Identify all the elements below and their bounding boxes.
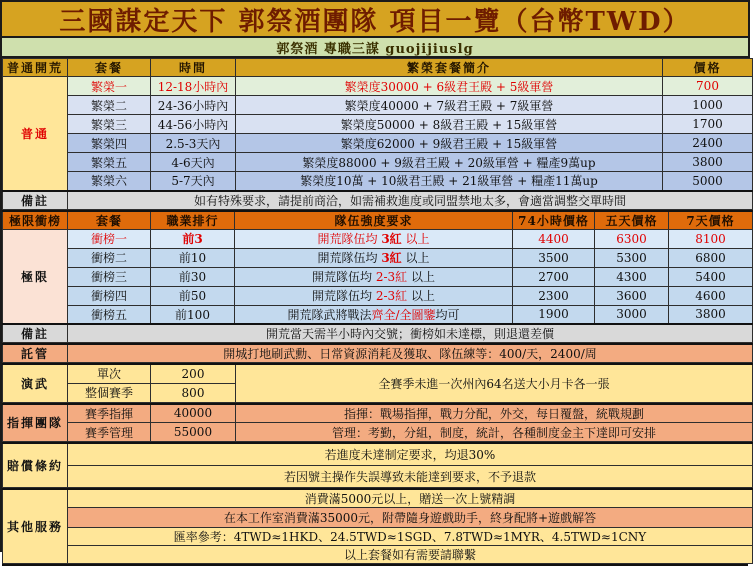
other-line: 匯率參考：4TWD≈1HKD、24.5TWD≈1SGD、7.8TWD≈1MYR、4.5TWD≈1CNY bbox=[68, 527, 753, 545]
price74-cell: 2300 bbox=[513, 286, 595, 305]
command-type-cell: 賽季指揮 bbox=[68, 404, 151, 423]
table-row bbox=[3, 443, 753, 465]
command-type-cell: 賽季管理 bbox=[68, 423, 151, 442]
price7d-cell: 8100 bbox=[669, 229, 753, 248]
extreme-header-price5d: 五天價格 bbox=[595, 211, 669, 230]
hosting-row bbox=[3, 344, 753, 363]
table-row bbox=[3, 507, 753, 527]
package-cell: 繁榮一 bbox=[68, 77, 151, 96]
extreme-header-price7d: 7天價格 bbox=[669, 211, 753, 230]
normal-header-time: 時間 bbox=[151, 59, 236, 77]
requirement-highlight: 3紅 bbox=[381, 232, 402, 246]
command-label: 指揮團隊 bbox=[3, 404, 68, 442]
intro-cell: 繁榮度88000 + 9級君王殿 + 20級軍營 + 糧產9萬up bbox=[236, 153, 663, 172]
package-cell: 衝榜一 bbox=[68, 229, 151, 248]
price7d-cell: 6800 bbox=[669, 248, 753, 267]
compensation-line: 若進度未達制定要求，均退30% bbox=[68, 443, 753, 465]
time-cell: 5-7天內 bbox=[151, 172, 236, 191]
requirement-text: 以上 bbox=[407, 289, 435, 303]
yanwu-bonus: 全賽季未進一次州內64名送大小月卡各一張 bbox=[236, 364, 753, 402]
table-row bbox=[3, 545, 753, 563]
rank-cell: 前30 bbox=[151, 267, 235, 286]
page-subtitle: 郭祭酒 專職三謀 guojijiuslg bbox=[2, 38, 748, 58]
normal-header-price: 價格 bbox=[663, 59, 753, 77]
rank-cell: 前3 bbox=[151, 229, 235, 248]
package-cell: 衝榜二 bbox=[68, 248, 151, 267]
note-row bbox=[3, 191, 753, 210]
command-desc-cell: 管理：考勤，分組，制度，統計，各種制度金主下達即可安排 bbox=[236, 423, 753, 442]
intro-cell: 繁榮度50000 + 8級君王殿 + 15級軍營 bbox=[236, 115, 663, 134]
normal-section-label: 普通開荒 bbox=[3, 59, 68, 77]
price-cell: 5000 bbox=[663, 172, 753, 191]
table-row bbox=[3, 248, 753, 267]
yanwu-type-cell: 整個賽季 bbox=[68, 383, 151, 402]
hosting-table bbox=[2, 343, 753, 363]
intro-cell: 繁榮度40000 + 7級君王殿 + 7級軍營 bbox=[236, 96, 663, 115]
intro-cell: 繁榮度30000 + 6級君王殿 + 5級軍營 bbox=[236, 77, 663, 96]
price7d-cell: 5400 bbox=[669, 267, 753, 286]
requirement-highlight: 3紅 bbox=[381, 251, 402, 265]
requirement-cell bbox=[235, 229, 513, 248]
package-cell: 繁榮四 bbox=[68, 134, 151, 153]
other-services-table bbox=[2, 488, 753, 564]
requirement-text: 開荒隊伍均 bbox=[312, 289, 376, 303]
requirement-highlight: 2-3紅 bbox=[375, 289, 408, 303]
table-row bbox=[3, 153, 753, 172]
requirement-text: 均可 bbox=[435, 307, 460, 322]
bottom-gold-strip bbox=[2, 564, 748, 566]
table-row bbox=[3, 96, 753, 115]
price5d-cell: 4300 bbox=[595, 267, 669, 286]
price-cell: 1700 bbox=[663, 115, 753, 134]
time-cell: 44-56小時內 bbox=[151, 115, 236, 134]
command-price-cell: 40000 bbox=[151, 404, 236, 423]
page-title: 三國謀定天下 郭祭酒團隊 項目一覽（台幣TWD） bbox=[2, 2, 748, 38]
yanwu-type-cell: 單次 bbox=[68, 364, 151, 383]
compensation-label: 賠償條約 bbox=[3, 443, 68, 487]
price-cell: 3800 bbox=[663, 153, 753, 172]
extreme-group-label: 極限 bbox=[3, 229, 68, 324]
table-row bbox=[3, 527, 753, 545]
price74-cell: 2700 bbox=[513, 267, 595, 286]
requirement-text: 開荒隊伍均 bbox=[317, 251, 382, 265]
note-text: 如有特殊要求，請提前商洽，如需補救進度或同盟禁地太多，會適當調整交單時間 bbox=[68, 191, 753, 210]
rank-cell: 前100 bbox=[151, 305, 235, 324]
requirement-text: 以上 bbox=[401, 232, 430, 246]
extreme-header-requirement: 隊伍強度要求 bbox=[235, 211, 513, 230]
extreme-section-table bbox=[2, 210, 753, 344]
hosting-content: 開城打地刷武勳、日常資源消耗及獲取、隊伍練等：400/天，2400/周 bbox=[68, 344, 753, 363]
time-cell: 2.5-3天內 bbox=[151, 134, 236, 153]
other-line: 在本工作室消費滿35000元，附帶隨身遊戲助手，終身配將+遊戲解答 bbox=[68, 507, 753, 527]
compensation-line: 若因號主操作失誤導致未能達到要求，不予退款 bbox=[68, 465, 753, 487]
table-row bbox=[3, 404, 753, 423]
table-row bbox=[3, 305, 753, 324]
yanwu-label: 演武 bbox=[3, 364, 68, 402]
yanwu-price-cell: 800 bbox=[151, 383, 236, 402]
intro-cell: 繁榮度10萬 + 10級君王殿 + 21級軍營 + 糧產11萬up bbox=[236, 172, 663, 191]
price-cell: 700 bbox=[663, 77, 753, 96]
requirement-highlight: 齊全/全圖鑒 bbox=[371, 307, 436, 322]
requirement-text: 開荒隊伍均 bbox=[312, 270, 376, 284]
note-label: 備註 bbox=[3, 324, 68, 343]
table-row bbox=[3, 286, 753, 305]
price5d-cell: 3000 bbox=[595, 305, 669, 324]
requirement-text: 開荒隊伍均 bbox=[317, 232, 382, 246]
other-line: 消費滿5000元以上，贈送一次上號精調 bbox=[68, 489, 753, 508]
price7d-cell: 4600 bbox=[669, 286, 753, 305]
table-row bbox=[3, 364, 753, 383]
price-cell: 2400 bbox=[663, 134, 753, 153]
intro-cell: 繁榮度62000 + 9級君王殿 + 15級軍營 bbox=[236, 134, 663, 153]
yanwu-table bbox=[2, 363, 753, 403]
requirement-cell bbox=[235, 248, 513, 267]
price74-cell: 3500 bbox=[513, 248, 595, 267]
normal-group-label: 普通 bbox=[3, 77, 68, 191]
requirement-text: 開荒隊武將戰法 bbox=[287, 307, 372, 322]
price5d-cell: 3600 bbox=[595, 286, 669, 305]
package-cell: 衝榜五 bbox=[68, 305, 151, 324]
extreme-header-rank: 職業排行 bbox=[151, 211, 235, 230]
requirement-text: 以上 bbox=[401, 251, 430, 265]
table-row bbox=[3, 115, 753, 134]
note-text: 開荒當天需半小時內交號；衝榜如未達標，則退還差價 bbox=[68, 324, 753, 343]
price74-cell: 4400 bbox=[513, 229, 595, 248]
time-cell: 4-6天內 bbox=[151, 153, 236, 172]
table-row bbox=[3, 267, 753, 286]
requirement-cell bbox=[235, 286, 513, 305]
normal-section-table bbox=[2, 58, 753, 210]
note-row bbox=[3, 324, 753, 343]
compensation-table bbox=[2, 442, 753, 488]
rank-cell: 前10 bbox=[151, 248, 235, 267]
yanwu-price-cell: 200 bbox=[151, 364, 236, 383]
package-cell: 衝榜三 bbox=[68, 267, 151, 286]
other-line: 以上套餐如有需要請聯繫 bbox=[68, 545, 753, 563]
table-row bbox=[3, 134, 753, 153]
normal-header-package: 套餐 bbox=[68, 59, 151, 77]
table-row bbox=[3, 229, 753, 248]
extreme-section-label: 極限衝榜 bbox=[3, 211, 68, 230]
table-row bbox=[3, 465, 753, 487]
time-cell: 24-36小時內 bbox=[151, 96, 236, 115]
requirement-cell bbox=[235, 305, 513, 324]
extreme-header-package: 套餐 bbox=[68, 211, 151, 230]
price7d-cell: 3800 bbox=[669, 305, 753, 324]
requirement-highlight: 2-3紅 bbox=[375, 270, 408, 284]
price5d-cell: 5300 bbox=[595, 248, 669, 267]
package-cell: 繁榮三 bbox=[68, 115, 151, 134]
extreme-header-row bbox=[3, 211, 753, 230]
price5d-cell: 6300 bbox=[595, 229, 669, 248]
note-label: 備註 bbox=[3, 191, 68, 210]
table-row bbox=[3, 172, 753, 191]
command-table bbox=[2, 403, 753, 443]
table-row bbox=[3, 489, 753, 508]
table-row bbox=[3, 423, 753, 442]
table-row bbox=[3, 77, 753, 96]
package-cell: 繁榮五 bbox=[68, 153, 151, 172]
normal-header-row bbox=[3, 59, 753, 77]
package-cell: 繁榮二 bbox=[68, 96, 151, 115]
command-price-cell: 55000 bbox=[151, 423, 236, 442]
hosting-label: 託管 bbox=[3, 344, 68, 363]
normal-header-intro: 繁榮套餐簡介 bbox=[236, 59, 663, 77]
price74-cell: 1900 bbox=[513, 305, 595, 324]
extreme-header-price74: 74小時價格 bbox=[513, 211, 595, 230]
package-cell: 繁榮六 bbox=[68, 172, 151, 191]
command-desc-cell: 指揮：戰場指揮，戰力分配，外交，每日覆盤，統戰規劃 bbox=[236, 404, 753, 423]
other-services-label: 其他服務 bbox=[3, 489, 68, 564]
time-cell: 12-18小時內 bbox=[151, 77, 236, 96]
rank-cell: 前50 bbox=[151, 286, 235, 305]
requirement-text: 以上 bbox=[407, 270, 435, 284]
price-cell: 1000 bbox=[663, 96, 753, 115]
requirement-cell bbox=[235, 267, 513, 286]
package-cell: 衝榜四 bbox=[68, 286, 151, 305]
